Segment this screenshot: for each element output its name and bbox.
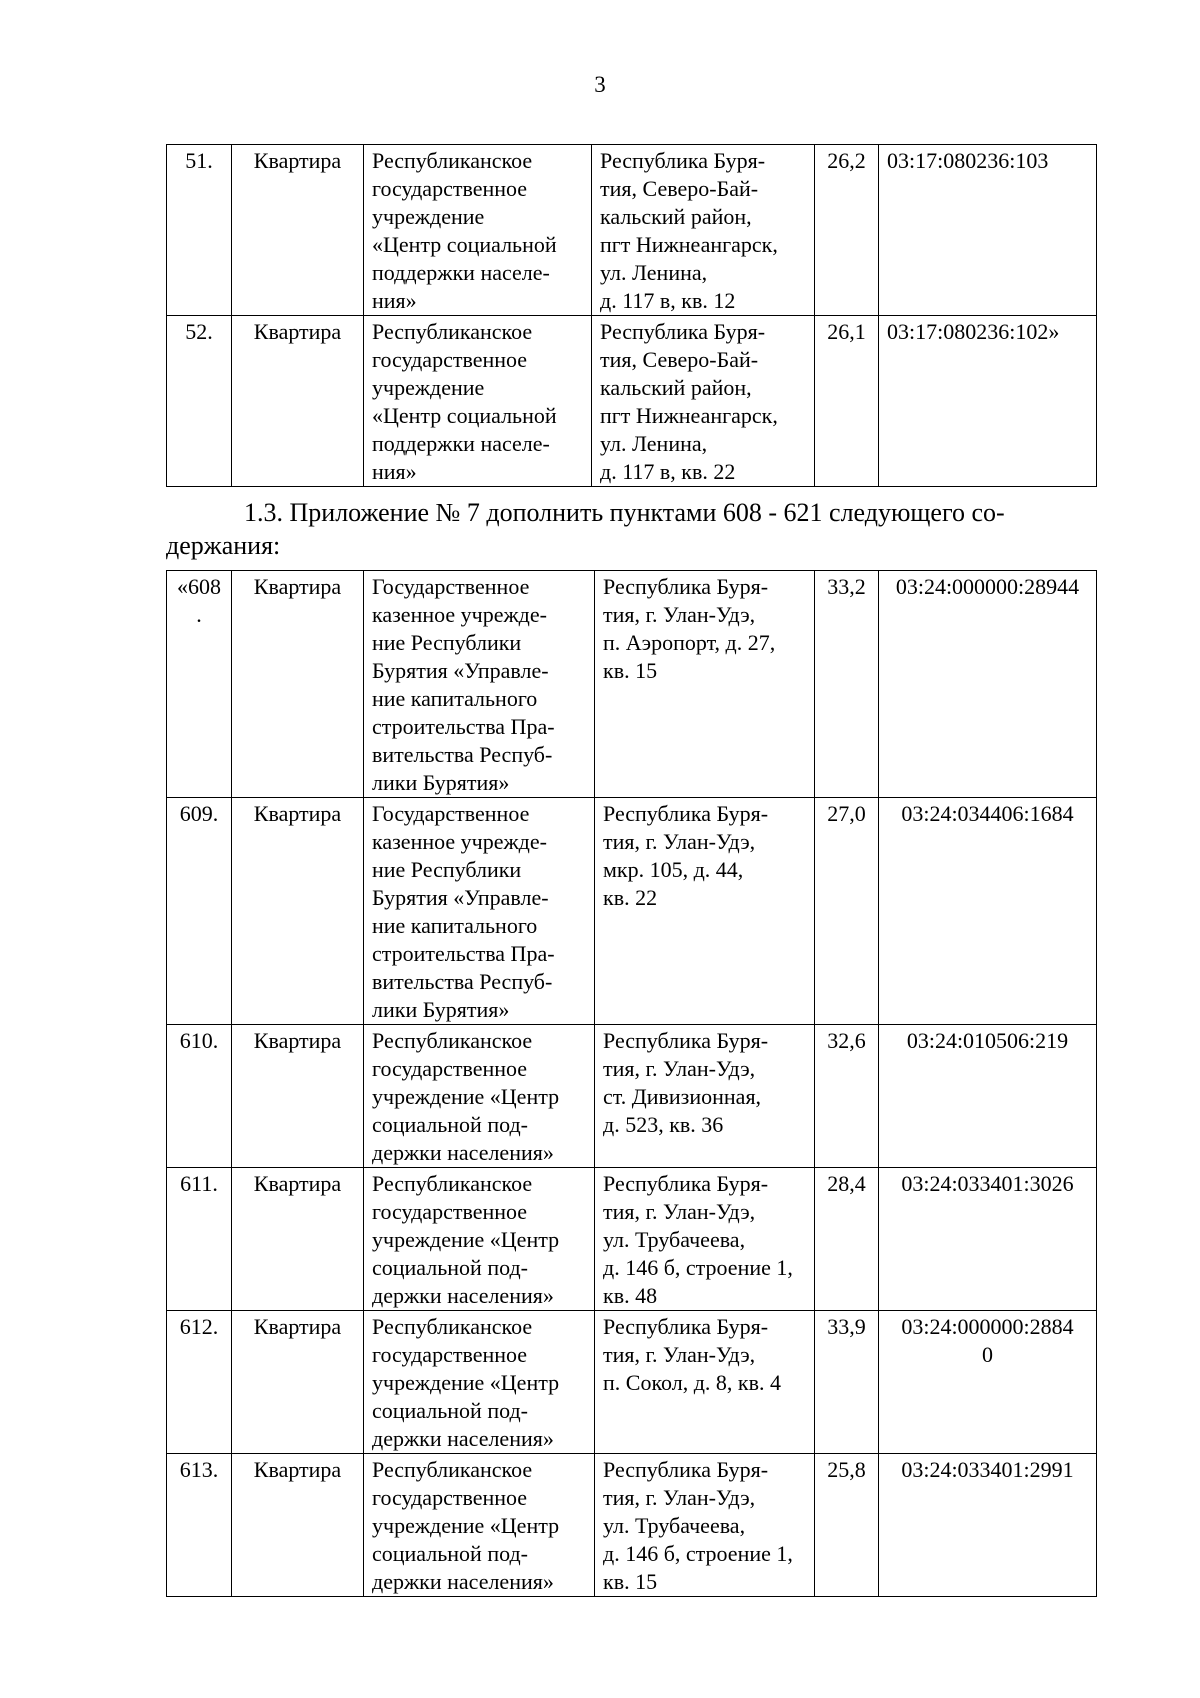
address-line: Республика Буря- [600, 319, 766, 344]
address-line: Республика Буря- [603, 1457, 769, 1482]
holder-line: ние Республики [372, 857, 522, 882]
address-cell [595, 798, 815, 1025]
holder-cell [364, 1025, 595, 1168]
area-value: 26,2 [815, 145, 879, 316]
table-row [167, 1311, 1097, 1454]
holder-line: поддержки населе- [372, 431, 550, 456]
address-line: п. Аэропорт, д. 27, [603, 630, 776, 655]
holder-line: ния» [372, 459, 417, 484]
table-row [167, 1025, 1097, 1168]
holder-line: Государственное [372, 801, 530, 826]
address-line: тия, г. Улан-Удэ, [603, 1199, 756, 1224]
address-cell [595, 1311, 815, 1454]
item-number: 612. [167, 1311, 232, 1454]
holder-line: государственное [372, 1199, 528, 1224]
table-row [167, 145, 1097, 316]
area-value: 27,0 [815, 798, 879, 1025]
property-table-bottom [166, 570, 1097, 1597]
holder-line: казенное учрежде- [372, 829, 547, 854]
property-type: Квартира [232, 798, 364, 1025]
address-line: кв. 15 [603, 1569, 658, 1594]
holder-line: держки населения» [372, 1569, 554, 1594]
holder-cell [364, 1454, 595, 1597]
cadastral-number-cell [879, 145, 1097, 316]
address-line: Республика Буря- [603, 1314, 769, 1339]
cadastral-number-line: 03:17:080236:102» [887, 319, 1060, 344]
address-line: тия, г. Улан-Удэ, [603, 602, 756, 627]
address-line: Республика Буря- [603, 574, 769, 599]
address-line: Республика Буря- [600, 148, 766, 173]
address-line: д. 146 б, строение 1, [603, 1255, 793, 1280]
holder-cell [364, 571, 595, 798]
cadastral-number-line: 0 [982, 1342, 993, 1367]
holder-cell [364, 1168, 595, 1311]
holder-line: лики Бурятия» [372, 997, 510, 1022]
section-paragraph [166, 496, 1096, 562]
item-number: 52. [167, 316, 232, 487]
table-row [167, 798, 1097, 1025]
address-line: ул. Трубачеева, [603, 1513, 746, 1538]
property-type: Квартира [232, 316, 364, 487]
holder-line: социальной под- [372, 1255, 528, 1280]
table-row [167, 1168, 1097, 1311]
address-line: Республика Буря- [603, 1028, 769, 1053]
address-line: ул. Ленина, [600, 260, 708, 285]
cadastral-number-cell [879, 1311, 1097, 1454]
address-line: тия, г. Улан-Удэ, [603, 1485, 756, 1510]
holder-line: ние капитального [372, 686, 538, 711]
address-line: тия, г. Улан-Удэ, [603, 1342, 756, 1367]
holder-line: ния» [372, 288, 417, 313]
cadastral-number-line: 03:24:033401:2991 [901, 1457, 1074, 1482]
property-table-top [166, 144, 1097, 487]
item-number: 611. [167, 1168, 232, 1311]
address-cell [592, 145, 815, 316]
holder-line: учреждение [372, 375, 485, 400]
holder-line: Республиканское [372, 1171, 533, 1196]
holder-line: строительства Пра- [372, 941, 555, 966]
cadastral-number-cell [879, 1168, 1097, 1311]
holder-line: учреждение «Центр [372, 1227, 560, 1252]
holder-line: держки населения» [372, 1140, 554, 1165]
cadastral-number-cell [879, 1454, 1097, 1597]
page-number: 3 [594, 72, 606, 97]
table-row [167, 1454, 1097, 1597]
address-line: ул. Ленина, [600, 431, 708, 456]
holder-line: вительства Респуб- [372, 742, 553, 767]
area-value: 28,4 [815, 1168, 879, 1311]
holder-line: государственное [372, 1056, 528, 1081]
area-value: 25,8 [815, 1454, 879, 1597]
address-line: Республика Буря- [603, 1171, 769, 1196]
item-number: 610. [167, 1025, 232, 1168]
address-line: тия, Северо-Бай- [600, 176, 759, 201]
holder-line: Государственное [372, 574, 530, 599]
property-type: Квартира [232, 145, 364, 316]
address-line: кв. 22 [603, 885, 658, 910]
property-type: Квартира [232, 571, 364, 798]
address-line: тия, г. Улан-Удэ, [603, 829, 756, 854]
property-type: Квартира [232, 1311, 364, 1454]
cadastral-number-line: 03:24:010506:219 [906, 1028, 1069, 1053]
address-cell [595, 571, 815, 798]
address-cell [595, 1454, 815, 1597]
holder-line: государственное [372, 1342, 528, 1367]
holder-line: «Центр социальной [372, 403, 557, 428]
holder-line: Республиканское [372, 1028, 533, 1053]
cadastral-number-cell [879, 1025, 1097, 1168]
holder-line: учреждение «Центр [372, 1370, 560, 1395]
table-row [167, 571, 1097, 798]
holder-line: поддержки населе- [372, 260, 550, 285]
cadastral-number-line: 03:24:000000:28944 [895, 574, 1080, 599]
item-number: «608. [167, 571, 232, 798]
address-line: кв. 48 [603, 1283, 658, 1308]
address-line: д. 117 в, кв. 12 [600, 288, 736, 313]
holder-line: ние Республики [372, 630, 522, 655]
holder-line: «Центр социальной [372, 232, 557, 257]
holder-line: государственное [372, 347, 528, 372]
cadastral-number-cell [879, 316, 1097, 487]
holder-cell [364, 316, 592, 487]
area-value: 33,2 [815, 571, 879, 798]
cadastral-number-cell [879, 798, 1097, 1025]
address-cell [595, 1168, 815, 1311]
holder-line: держки населения» [372, 1283, 554, 1308]
area-value: 33,9 [815, 1311, 879, 1454]
property-type: Квартира [232, 1025, 364, 1168]
holder-line: Бурятия «Управле- [372, 658, 549, 683]
address-line: Республика Буря- [603, 801, 769, 826]
item-number: 609. [167, 798, 232, 1025]
address-line: кальский район, [600, 375, 752, 400]
holder-line: строительства Пра- [372, 714, 555, 739]
holder-line: учреждение [372, 204, 485, 229]
property-type: Квартира [232, 1168, 364, 1311]
address-cell [592, 316, 815, 487]
holder-line: Республиканское [372, 319, 533, 344]
property-type: Квартира [232, 1454, 364, 1597]
holder-line: государственное [372, 1485, 528, 1510]
item-number: 613. [167, 1454, 232, 1597]
holder-line: социальной под- [372, 1112, 528, 1137]
holder-line: учреждение «Центр [372, 1513, 560, 1538]
holder-cell [364, 798, 595, 1025]
table-row [167, 316, 1097, 487]
address-line: кв. 15 [603, 658, 658, 683]
holder-cell [364, 1311, 595, 1454]
holder-line: учреждение «Центр [372, 1084, 560, 1109]
cadastral-number-line: 03:24:033401:3026 [901, 1171, 1074, 1196]
area-value: 26,1 [815, 316, 879, 487]
address-line: мкр. 105, д. 44, [603, 857, 744, 882]
address-line: ул. Трубачеева, [603, 1227, 746, 1252]
address-line: д. 146 б, строение 1, [603, 1541, 793, 1566]
holder-line: казенное учрежде- [372, 602, 547, 627]
address-line: кальский район, [600, 204, 752, 229]
holder-line: Республиканское [372, 1457, 533, 1482]
address-line: тия, г. Улан-Удэ, [603, 1056, 756, 1081]
paragraph-line-2: держания: [166, 531, 281, 560]
cadastral-number-cell [879, 571, 1097, 798]
holder-line: ние капитального [372, 913, 538, 938]
holder-line: держки населения» [372, 1426, 554, 1451]
holder-line: государственное [372, 176, 528, 201]
item-number: 51. [167, 145, 232, 316]
address-line: д. 117 в, кв. 22 [600, 459, 736, 484]
address-line: п. Сокол, д. 8, кв. 4 [603, 1370, 781, 1395]
holder-cell [364, 145, 592, 316]
address-line: тия, Северо-Бай- [600, 347, 759, 372]
holder-line: социальной под- [372, 1398, 528, 1423]
cadastral-number-line: 03:17:080236:103 [887, 148, 1049, 173]
paragraph-line-1: 1.3. Приложение № 7 дополнить пунктами 608 - 621 следующего со- [244, 498, 1005, 527]
address-cell [595, 1025, 815, 1168]
holder-line: лики Бурятия» [372, 770, 510, 795]
address-line: д. 523, кв. 36 [603, 1112, 724, 1137]
holder-line: Республиканское [372, 148, 533, 173]
address-line: пгт Нижнеангарск, [600, 403, 778, 428]
holder-line: Республиканское [372, 1314, 533, 1339]
cadastral-number-line: 03:24:000000:2884 [901, 1314, 1074, 1339]
address-line: пгт Нижнеангарск, [600, 232, 778, 257]
cadastral-number-line: 03:24:034406:1684 [901, 801, 1074, 826]
holder-line: социальной под- [372, 1541, 528, 1566]
holder-line: вительства Респуб- [372, 969, 553, 994]
area-value: 32,6 [815, 1025, 879, 1168]
address-line: ст. Дивизионная, [603, 1084, 762, 1109]
holder-line: Бурятия «Управле- [372, 885, 549, 910]
